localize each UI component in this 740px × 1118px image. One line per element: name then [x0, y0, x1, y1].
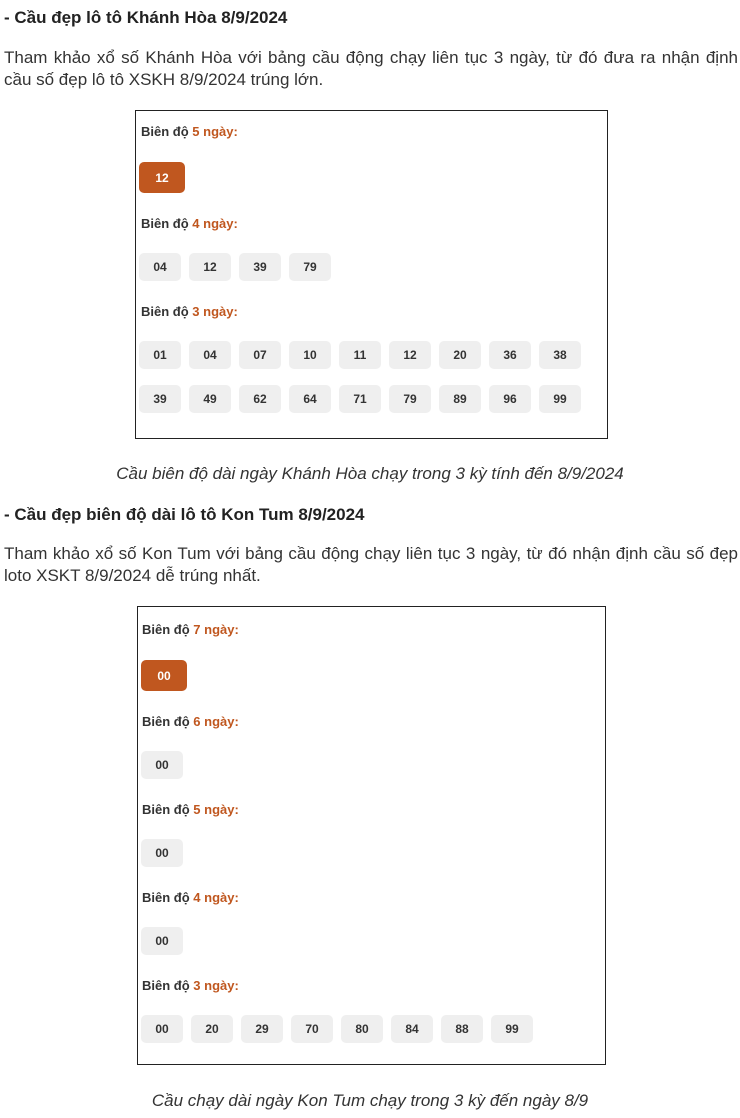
- amplitude-days: 5 ngày:: [192, 124, 238, 139]
- amplitude-label: [142, 890, 239, 905]
- amplitude-prefix: Biên độ: [141, 304, 189, 319]
- section-heading-khanh-hoa: - Cầu đẹp lô tô Khánh Hòa 8/9/2024: [4, 8, 288, 27]
- number-chip[interactable]: 80: [341, 1015, 383, 1043]
- number-chip[interactable]: 99: [539, 385, 581, 413]
- amplitude-label: [141, 124, 238, 139]
- number-chip[interactable]: 71: [339, 385, 381, 413]
- amplitude-days: 6 ngày:: [193, 714, 239, 729]
- amplitude-prefix: Biên độ: [142, 802, 190, 817]
- number-chip[interactable]: 20: [191, 1015, 233, 1043]
- number-chip[interactable]: 70: [291, 1015, 333, 1043]
- amplitude-prefix: Biên độ: [142, 714, 190, 729]
- number-chip[interactable]: 39: [239, 253, 281, 281]
- amplitude-prefix: Biên độ: [142, 890, 190, 905]
- amplitude-label: [142, 978, 239, 993]
- number-chip-highlight[interactable]: 00: [141, 660, 187, 691]
- amplitude-days: 4 ngày:: [192, 216, 238, 231]
- amplitude-label: [142, 714, 239, 729]
- number-chip[interactable]: 79: [389, 385, 431, 413]
- number-chip[interactable]: 84: [391, 1015, 433, 1043]
- number-chip[interactable]: 96: [489, 385, 531, 413]
- number-chip[interactable]: 00: [141, 1015, 183, 1043]
- amplitude-prefix: Biên độ: [141, 216, 189, 231]
- number-chip[interactable]: 04: [189, 341, 231, 369]
- section-heading-kon-tum: - Cầu đẹp biên độ dài lô tô Kon Tum 8/9/2024: [4, 505, 365, 524]
- amplitude-days: 3 ngày:: [192, 304, 238, 319]
- amplitude-label: [141, 216, 238, 231]
- number-chip[interactable]: 07: [239, 341, 281, 369]
- number-chip[interactable]: 62: [239, 385, 281, 413]
- number-chip-highlight[interactable]: 12: [139, 162, 185, 193]
- amplitude-label: [142, 802, 239, 817]
- intro-paragraph-kon-tum: Tham khảo xổ số Kon Tum với bảng cầu động chạy liên tục 3 ngày, từ đó nhận định cầu số đẹp loto XSKT 8/9/2024 dễ trúng nhất.: [4, 544, 738, 585]
- amplitude-prefix: Biên độ: [142, 978, 190, 993]
- number-chip[interactable]: 00: [141, 927, 183, 955]
- number-chip[interactable]: 89: [439, 385, 481, 413]
- number-chip[interactable]: 20: [439, 341, 481, 369]
- number-chip[interactable]: 99: [491, 1015, 533, 1043]
- number-chip[interactable]: 00: [141, 751, 183, 779]
- table-caption-kon-tum: Cầu chạy dài ngày Kon Tum chạy trong 3 kỳ đến ngày 8/9: [151, 1091, 589, 1110]
- amplitude-label: [141, 304, 238, 319]
- amplitude-label: [142, 622, 239, 637]
- amplitude-days: 3 ngày:: [193, 978, 239, 993]
- number-chip[interactable]: 12: [389, 341, 431, 369]
- amplitude-prefix: Biên độ: [141, 124, 189, 139]
- cau-table-kon-tum: [137, 606, 606, 1065]
- cau-table-khanh-hoa: [135, 110, 608, 439]
- number-chip[interactable]: 01: [139, 341, 181, 369]
- number-chip[interactable]: 00: [141, 839, 183, 867]
- number-chip[interactable]: 29: [241, 1015, 283, 1043]
- number-chip[interactable]: 11: [339, 341, 381, 369]
- number-chip[interactable]: 64: [289, 385, 331, 413]
- number-chip[interactable]: 12: [189, 253, 231, 281]
- intro-paragraph-khanh-hoa: Tham khảo xổ số Khánh Hòa với bảng cầu động chạy liên tục 3 ngày, từ đó đưa ra nhận định cầu số đẹp lô tô XSKH 8/9/2024 trúng lớn.: [4, 48, 738, 89]
- number-chip[interactable]: 39: [139, 385, 181, 413]
- number-chip[interactable]: 49: [189, 385, 231, 413]
- number-chip[interactable]: 10: [289, 341, 331, 369]
- amplitude-days: 4 ngày:: [193, 890, 239, 905]
- amplitude-prefix: Biên độ: [142, 622, 190, 637]
- amplitude-days: 7 ngày:: [193, 622, 239, 637]
- number-chip[interactable]: 04: [139, 253, 181, 281]
- number-chip[interactable]: 79: [289, 253, 331, 281]
- number-chip[interactable]: 88: [441, 1015, 483, 1043]
- number-chip[interactable]: 38: [539, 341, 581, 369]
- amplitude-days: 5 ngày:: [193, 802, 239, 817]
- number-chip[interactable]: 36: [489, 341, 531, 369]
- table-caption-khanh-hoa: Cầu biên độ dài ngày Khánh Hòa chạy trong 3 kỳ tính đến 8/9/2024: [116, 464, 624, 483]
